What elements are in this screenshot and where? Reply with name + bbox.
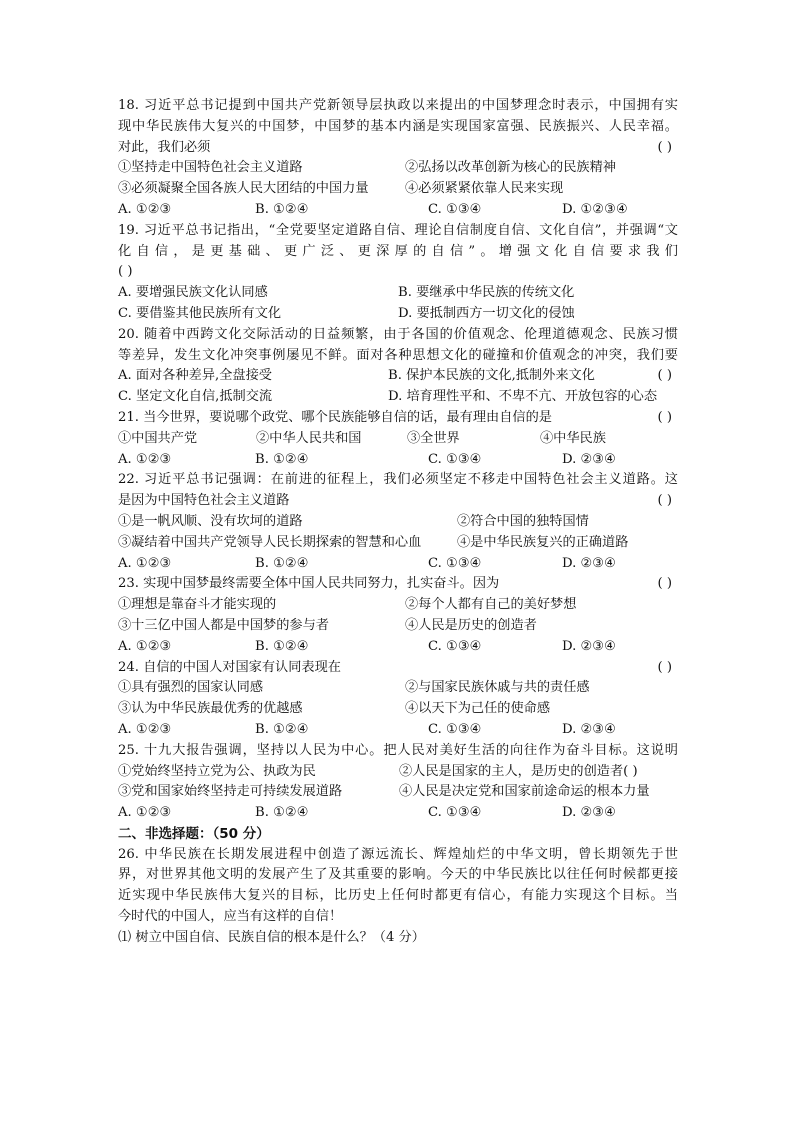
option-c: C. 坚定文化自信,抵制交流 — [118, 389, 273, 405]
statement-4: ④人民是历史的创造者 — [405, 617, 537, 633]
option-d: D. 要抵制西方一切文化的侵蚀 — [398, 305, 575, 321]
answer-bracket: ( ) — [657, 493, 672, 509]
statement-1: ①党始终坚持立党为公、执政为民 — [118, 763, 316, 779]
question-stem: 化自信，是更基础、更广泛、更深厚的自信”。增强文化自信要求我们 — [118, 243, 678, 259]
question-18 — [118, 96, 678, 221]
exam-page — [118, 96, 678, 949]
statement-3: ③认为中华民族最优秀的优越感 — [118, 701, 303, 717]
option-b: B. ①②④ — [255, 805, 309, 821]
option-a: A. ①②③ — [118, 721, 172, 737]
answer-bracket: ( ) — [657, 659, 672, 675]
statement-1: ①是一帆风顺、没有坎坷的道路 — [118, 513, 303, 529]
statement-2: ②符合中国的独特国情 — [457, 513, 589, 529]
option-c: C. ①③④ — [428, 805, 482, 821]
statement-3: ③全世界 — [407, 430, 460, 446]
question-stem: 20. 随着中西跨文化交际活动的日益频繁，由于各国的价值观念、伦理道德观念、民族习惯 — [118, 326, 678, 342]
statement-3: ③必须凝聚全国各族人民大团结的中国力量 — [118, 181, 369, 197]
answer-bracket: ( ) — [657, 576, 672, 592]
question-stem: 25. 十九大报告强调，坚持以人民为中心。把人民对美好生活的向往作为奋斗目标。这说明 — [118, 742, 678, 758]
question-stem: 21. 当今世界，要说哪个政党、哪个民族能够自信的话，最有理由自信的是 — [118, 409, 552, 425]
statement-2: ②与国家民族休戚与共的责任感 — [405, 680, 590, 696]
option-a: A. ①②③ — [118, 555, 172, 571]
statement-4: ④人民是决定党和国家前途命运的根本力量 — [399, 784, 650, 800]
option-b: B. 要继承中华民族的传统文化 — [398, 285, 575, 301]
question-26 — [118, 845, 678, 949]
question-stem: 现中华民族伟大复兴的中国梦，中国梦的基本内涵是实现国家富强、民族振兴、人民幸福。 — [118, 118, 678, 134]
option-d: D. ②③④ — [562, 721, 616, 737]
option-c: C. ①③④ — [428, 721, 482, 737]
question-stem: 对此，我们必须 — [118, 139, 211, 155]
question-24 — [118, 658, 678, 741]
paragraph-line: 近实现中华民族伟大复兴的目标，比历史上任何时都更有信心，有能力实现这个目标。当 — [118, 888, 678, 904]
statement-3: ③凝结着中国共产党领导人民长期探索的智慧和心血 — [118, 534, 422, 550]
option-b: B. ①②④ — [255, 201, 309, 217]
statement-1: ①坚持走中国特色社会主义道路 — [118, 160, 303, 176]
question-19 — [118, 221, 678, 325]
option-a: A. ①②③ — [118, 451, 172, 467]
answer-bracket: ( ) — [657, 368, 672, 384]
option-a: A. 要增强民族文化认同感 — [118, 285, 268, 301]
statement-2: ②中华人民共和国 — [256, 430, 362, 446]
question-stem: 18. 习近平总书记提到中国共产党新领导层执政以来提出的中国梦理念时表示，中国拥有实 — [118, 98, 678, 113]
option-d: D. ②③④ — [562, 451, 616, 467]
statement-4: ④必须紧紧依靠人民来实现 — [405, 181, 564, 197]
option-b: B. ①②④ — [255, 638, 309, 654]
option-c: C. 要借鉴其他民族所有文化 — [118, 305, 282, 321]
statement-1: ①具有强烈的国家认同感 — [118, 680, 264, 696]
statement-4: ④中华民族 — [540, 430, 606, 446]
paragraph-line: 界，对世界其他文明的发展产生了及其重要的影响。今天的中华民族比以往任何时候都更接 — [118, 867, 678, 883]
option-d: D. ②③④ — [562, 555, 616, 571]
option-b: B. ①②④ — [255, 721, 309, 737]
paragraph-line: 26. 中华民族在长期发展进程中创造了源远流长、辉煌灿烂的中华文明，曾长期领先于世 — [118, 846, 678, 862]
question-22 — [118, 470, 678, 574]
option-c: C. ①③④ — [428, 638, 482, 654]
question-20 — [118, 325, 678, 408]
question-stem: 22. 习近平总书记强调：在前进的征程上，我们必须坚定不移走中国特色社会主义道路。这 — [118, 472, 678, 488]
answer-bracket: ( ) — [118, 264, 133, 280]
statement-2: ②人民是国家的主人，是历史的创造者( ) — [399, 763, 638, 779]
answer-bracket: ( ) — [657, 409, 672, 425]
option-d: D. ②③④ — [562, 805, 616, 821]
statement-1: ①中国共产党 — [118, 430, 198, 446]
option-b: B. 保护本民族的文化,抵制外来文化 — [388, 368, 595, 384]
option-b: B. ①②④ — [255, 555, 309, 571]
option-a: A. 面对各种差异,全盘接受 — [118, 368, 272, 384]
question-stem: 24. 自信的中国人对国家有认同表现在 — [118, 659, 341, 675]
answer-bracket: ( ) — [657, 139, 672, 155]
option-b: B. ①②④ — [255, 451, 309, 467]
section-heading: 二、非选择题：（50 分） — [118, 825, 270, 842]
statement-1: ①理想是靠奋斗才能实现的 — [118, 597, 277, 613]
option-a: A. ①②③ — [118, 201, 172, 217]
option-a: A. ①②③ — [118, 805, 172, 821]
statement-3: ③十三亿中国人都是中国梦的参与者 — [118, 617, 329, 633]
sub-question-1: ⑴ 树立中国自信、民族自信的根本是什么？（4 分） — [118, 929, 425, 945]
statement-2: ②每个人都有自己的美好梦想 — [405, 597, 577, 613]
statement-3: ③党和国家始终坚持走可持续发展道路 — [118, 784, 343, 800]
option-d: D. ①②③④ — [562, 201, 628, 217]
option-d: D. ②③④ — [562, 638, 616, 654]
question-stem: 23. 实现中国梦最终需要全体中国人民共同努力，扎实奋斗。因为 — [118, 576, 500, 592]
statement-4: ④以天下为己任的使命感 — [405, 701, 551, 717]
question-23 — [118, 574, 678, 657]
question-stem: 等差异，发生文化冲突事例屡见不鲜。面对各种思想文化的碰撞和价值观念的冲突，我们要 — [118, 347, 678, 363]
statement-2: ②弘扬以改革创新为核心的民族精神 — [405, 160, 616, 176]
option-c: C. ①③④ — [428, 201, 482, 217]
option-d: D. 培育理性平和、不卑不亢、开放包容的心态 — [388, 389, 658, 405]
option-c: C. ①③④ — [428, 451, 482, 467]
question-stem: 是因为中国特色社会主义道路 — [118, 493, 290, 509]
option-c: C. ①③④ — [428, 555, 482, 571]
paragraph-line: 今时代的中国人，应当有这样的自信！ — [118, 909, 343, 925]
question-21 — [118, 408, 678, 470]
question-25 — [118, 741, 678, 824]
statement-4: ④是中华民族复兴的正确道路 — [457, 534, 629, 550]
question-stem: 19. 习近平总书记指出，“全党要坚定道路自信、理论自信制度自信、文化自信”，并强调“文 — [118, 222, 678, 238]
option-a: A. ①②③ — [118, 638, 172, 654]
